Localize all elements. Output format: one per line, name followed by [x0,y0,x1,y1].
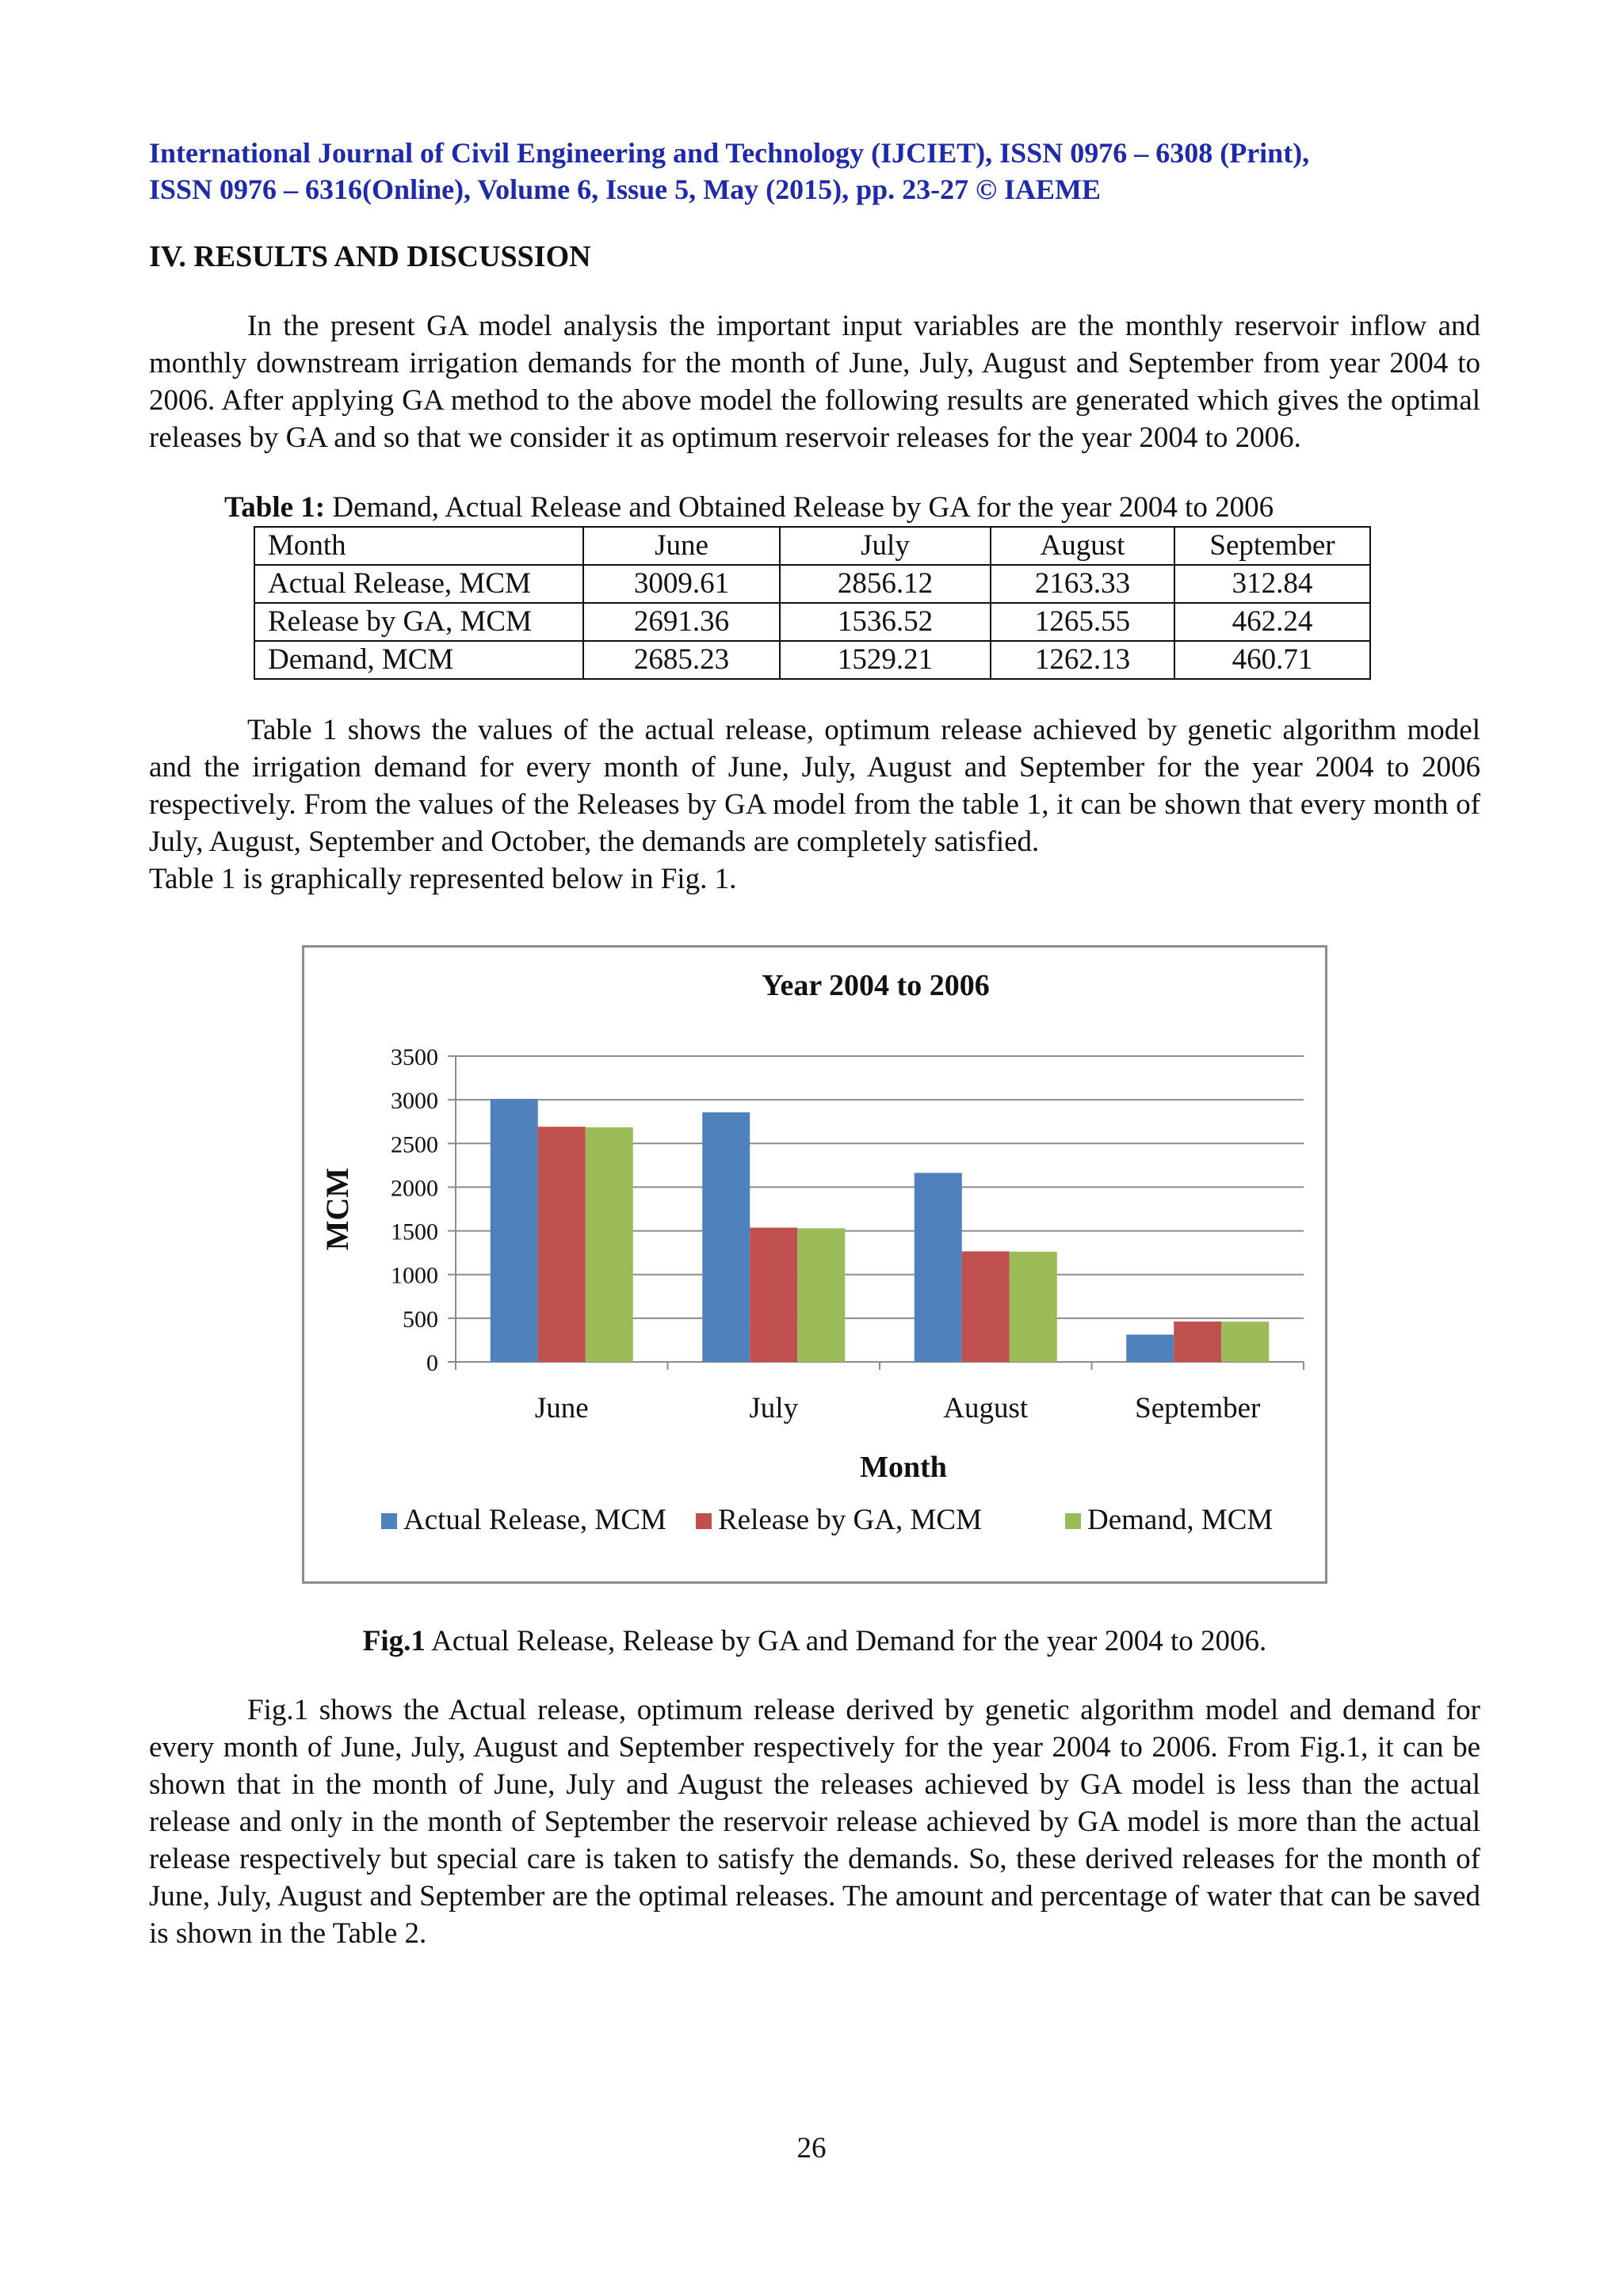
table-cell: 1529.21 [780,641,991,679]
bar [1010,1252,1057,1362]
page-number: 26 [796,2132,827,2164]
table-header-row [254,527,1370,565]
table-cell: 1262.13 [991,641,1174,679]
section-title: IV. RESULTS AND DISCUSSION [149,240,591,273]
table-cell: 2691.36 [583,603,780,641]
table-header-cell: Month [254,527,583,565]
bar [797,1228,845,1362]
paragraph-2: Table 1 shows the values of the actual release, optimum release achieved by genetic algorithm model and the irrigation demand for every month of June, July, August and September for the year 2004 to 2006 respectively. From the values of the Releases by GA model from the table 1, it can be shown that every month of July, August, September and October, the demands are completely satisfied. [149,714,1480,858]
figure-1-caption-label: Fig.1 [362,1625,426,1657]
table-1-caption-label: Table 1: [224,491,326,524]
table-header-cell: June [583,527,780,565]
paragraph-3: Table 1 is graphically represented below in Fig. 1. [149,863,737,895]
y-tick-label: 1000 [391,1262,438,1289]
table-row [254,565,1370,603]
table-cell: 1265.55 [991,603,1174,641]
chart-title: Year 2004 to 2006 [762,969,990,1002]
bar [491,1099,538,1362]
x-tick-label: June [534,1392,589,1425]
bar [962,1251,1010,1362]
legend-label: Actual Release, MCM [403,1504,666,1536]
table-header-cell: August [991,527,1174,565]
y-tick-label: 2500 [391,1131,438,1158]
table-header-cell: September [1174,527,1370,565]
bar [915,1173,962,1362]
table-1 [254,526,1371,680]
bar [702,1112,750,1362]
table-cell: 460.71 [1174,641,1370,679]
legend-label: Release by GA, MCM [718,1504,982,1536]
figure-1-chart [302,945,1327,1584]
table-cell: Actual Release, MCM [254,565,583,603]
table-cell: 2163.33 [991,565,1174,603]
journal-header-line-1: International Journal of Civil Engineering and Technology (IJCIET), ISSN 0976 – 6308 (Print), [149,137,1310,169]
bar [1221,1322,1269,1362]
bar [750,1228,797,1362]
legend-swatch [381,1513,397,1529]
y-tick-label: 2000 [391,1175,438,1202]
legend-swatch [696,1513,712,1529]
y-tick-label: 3500 [391,1044,438,1070]
paragraph-4: Fig.1 shows the Actual release, optimum release derived by genetic algorithm model and demand for every month of June, July, August and September respectively for the year 2004 to 2006. From Fig.1, it can be shown that in the month of June, July and August the releases achieved by GA model is less than the actual release and only in the month of September the reservoir release achieved by GA model is more than the actual release respectively but special care is taken to satisfy the demands. So, these derived releases for the month of June, July, August and September are the optimal releases. The amount and percentage of water that can be saved is shown in the Table 2. [149,1694,1480,1950]
x-tick-label: August [943,1392,1029,1425]
table-cell: 2856.12 [780,565,991,603]
table-cell: 1536.52 [780,603,991,641]
y-tick-label: 1500 [391,1219,438,1245]
table-row [254,641,1370,679]
bar [538,1127,586,1362]
x-tick-label: September [1135,1392,1261,1425]
table-cell: 462.24 [1174,603,1370,641]
table-cell: Release by GA, MCM [254,603,583,641]
table-1-caption [224,490,1480,526]
table-1-caption-text: Demand, Actual Release and Obtained Release by GA for the year 2004 to 2006 [325,491,1274,524]
table-cell: 2685.23 [583,641,780,679]
table-cell: Demand, MCM [254,641,583,679]
bar [1126,1334,1174,1362]
x-axis-label: Month [860,1451,947,1484]
bar-chart-svg [304,948,1325,1581]
table-header-cell: July [780,527,991,565]
journal-header-line-2: ISSN 0976 – 6316(Online), Volume 6, Issue 5, May (2015), pp. 23-27 © IAEME [149,174,1102,205]
y-tick-label: 500 [403,1306,438,1333]
y-tick-label: 0 [426,1350,438,1376]
legend-swatch [1065,1513,1081,1529]
x-tick-label: July [749,1392,799,1425]
table-cell: 312.84 [1174,565,1370,603]
y-axis-label: MCM [319,1167,355,1251]
figure-1-caption-text: Actual Release, Release by GA and Demand for the year 2004 to 2006. [425,1625,1267,1657]
legend-label: Demand, MCM [1087,1504,1274,1536]
page-content [149,135,1480,1952]
paragraph-1: In the present GA model analysis the important input variables are the monthly reservoir inflow and monthly downstream irrigation demands for the month of June, July, August and September from year 2004 to 2006. After applying GA method to the above model the following results are generated which gives the optimal releases by GA and so that we consider it as optimum reservoir releases for the year 2004 to 2006. [149,310,1480,454]
bar [586,1127,633,1362]
table-row [254,603,1370,641]
bar [1174,1322,1221,1362]
y-tick-label: 3000 [391,1088,438,1115]
figure-1-caption [149,1623,1480,1660]
table-cell: 3009.61 [583,565,780,603]
